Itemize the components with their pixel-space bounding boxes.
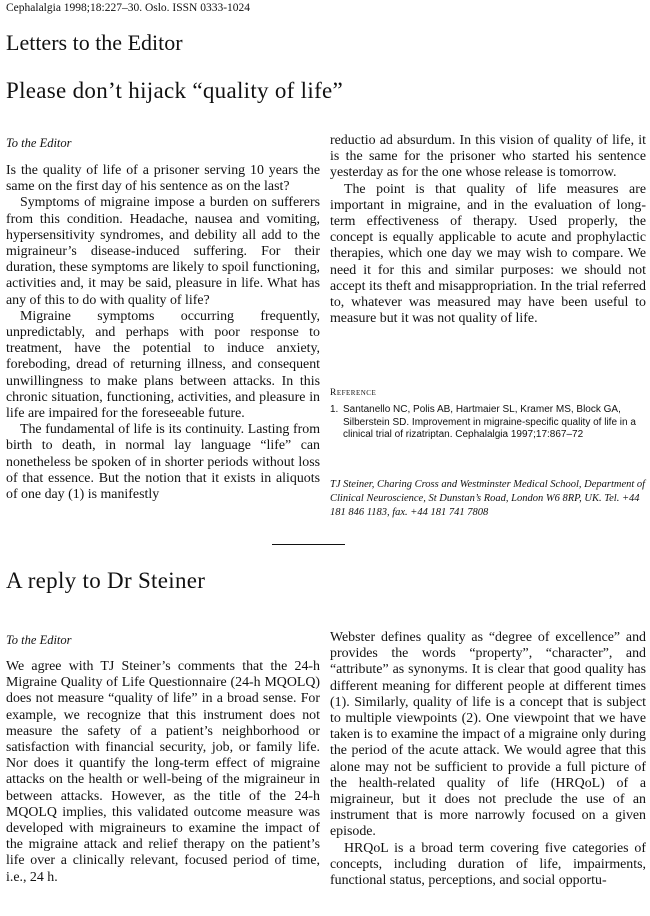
letter1-salutation: To the Editor (6, 136, 72, 150)
section-title: Letters to the Editor (6, 30, 183, 55)
letter2-left-column (6, 659, 320, 886)
paragraph: reductio ad absurdum. In this vision of quality of life, it is the same for the prisoner who started his sentence yesterday as for the one whose release is tomorrow. (330, 133, 646, 181)
paragraph: Symptoms of migraine impose a burden on sufferers from this condition. Headache, nausea and vomiting, hypersensitivity syndromes, and debility all add to the migraineur’s disease-induced suffering. For their duration, these symptoms are likely to spoil functioning, activities and, it may be said, pleasure in life. What has any of this to do with quality of life? (6, 195, 320, 308)
paragraph: Migraine symptoms occurring frequently, unpredictably, and perhaps with poor response to treatment, have the potential to induce anxiety, foreboding, dread of returning illness, and consequent unwillingness to make plans between attacks. In this chronic situation, functioning, activities, and pleasure in life are impaired for the foreseeable future. (6, 308, 320, 422)
reference-item (330, 404, 646, 442)
paragraph: The fundamental of life is its continuity. Lasting from birth to death, in normal lay language “life” can nonetheless be spoken of in shorter periods without loss of that essence. But the notion that it exists in aliquots of one day (1) is manifestly (6, 422, 320, 503)
journal-header: Cephalalgia 1998;18:227–30. Oslo. ISSN 0333-1024 (6, 2, 251, 14)
reference-heading: Reference (330, 388, 377, 398)
section-divider (272, 544, 345, 545)
reference-text: Santanello NC, Polis AB, Hartmaier SL, Kramer MS, Block GA, Silberstein SD. Improvement in migraine-specific quality of life in a clinical trial of rizatriptan. Cephalalgia 1997;17:867–72 (343, 404, 636, 440)
author-affiliation: TJ Steiner, Charing Cross and Westminster Medical School, Department of Clinical Neuroscience, St Dunstan’s Road, London W6 8RP, UK. Tel. +44 181 846 1183, fax. +44 181 741 7808 (330, 479, 646, 518)
letter1-right-column (330, 133, 646, 327)
paragraph: Is the quality of life of a prisoner serving 10 years the same on the first day of his sentence as on the last? (6, 163, 320, 195)
paragraph: HRQoL is a broad term covering five categories of concepts, including duration of life, impairments, functional status, perceptions, and social opportu- (330, 840, 646, 889)
paragraph: Webster defines quality as “degree of excellence” and provides the words “property”, “character”, and “attribute” as synonyms. It is clear that good quality has different meaning for different people at different times (1). Similarly, quality of life is a concept that is subject to multiple viewpoints (2). One viewpoint that we have taken is to examine the impact of a migraine only during the period of the acute attack. We would agree that this alone may not be sufficient to provide a full picture of the health-related quality of life (HRQoL) of a migraineur, but it does not preclude the use of an instrument that is more narrowly focused on a given episode. (330, 630, 646, 840)
letter2-salutation: To the Editor (6, 633, 72, 647)
letter2-title: A reply to Dr Steiner (6, 568, 206, 593)
paragraph: The point is that quality of life measures are important in migraine, and in the evaluation of long-term effectiveness of therapy. Used properly, the concept is equally applicable to acute and prophylactic therapies, which one day we may wish to compare. We need it for this and similar purposes: we should not accept its theft and misappropriation. In the trial referred to, whatever was measured may have been useful to measure but it was not quality of life. (330, 181, 646, 327)
paragraph: We agree with TJ Steiner’s comments that the 24-h Migraine Quality of Life Questionnaire (24-h MQOLQ) does not measure “quality of life” in a broad sense. For example, we recognize that this instrument does not measure the safety of a patient’s neighborhood or satisfaction with financial security, job, or family life. Nor does it quantify the long-term effect of migraine attacks on the health or well-being of the migraineur in between attacks. However, as the title of the 24-h MQOLQ implies, this validated outcome measure was developed with migraineurs to examine the impact of the migraine attack and relief therapy on the patient’s life over a clinically relevant, focused period of time, i.e., 24 h. (6, 659, 320, 885)
reference-number: 1. (330, 404, 339, 415)
letter1-left-column (6, 163, 320, 503)
letter1-title: Please don’t hijack “quality of life” (6, 78, 344, 103)
letter2-right-column (330, 630, 646, 889)
